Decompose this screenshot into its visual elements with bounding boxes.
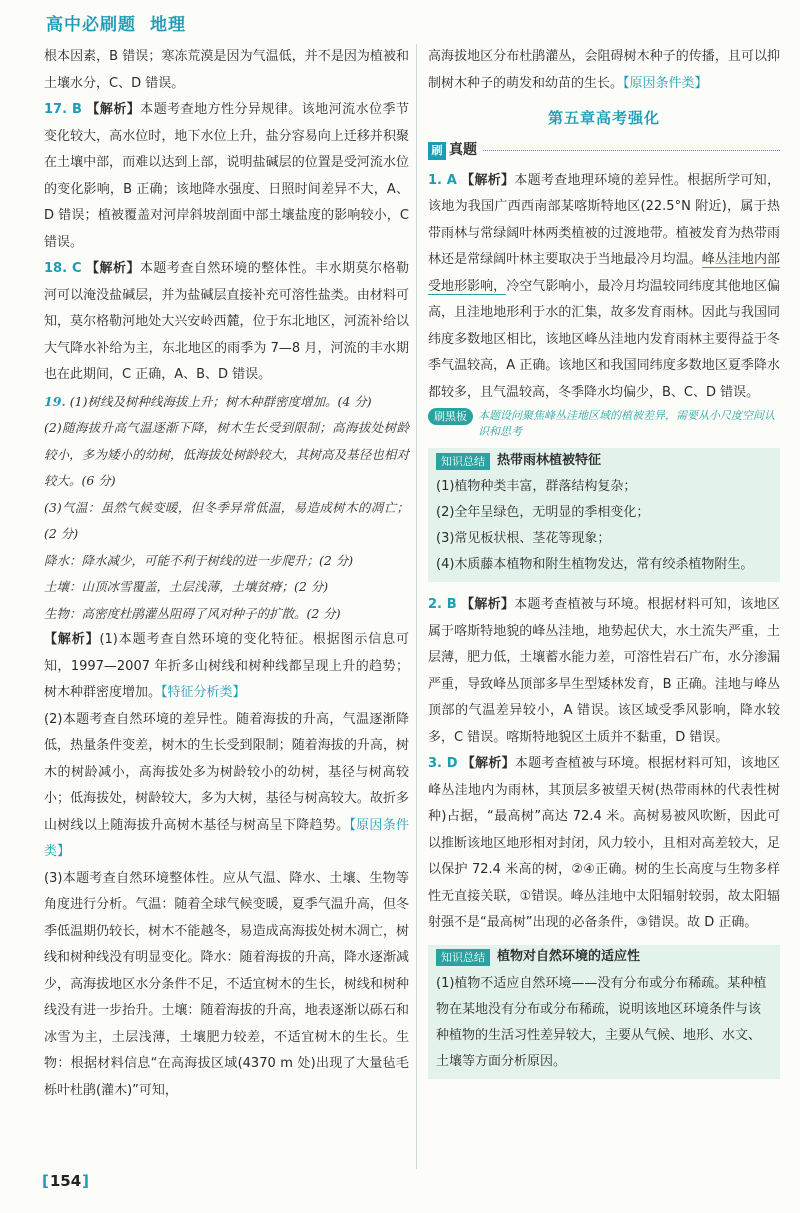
q3-number: 3. D — [428, 756, 458, 771]
q18-text: 本题考查自然环境的整体性。丰水期莫尔格勒河可以淹没盐碱层，并为盐碱层直接补充可溶性盐类。由材料可知，莫尔格勒河地处大兴安岭西麓，位于东北地区，河流补给以大气降水补给为主，东北地区的雨季为 7—8 月，河流的丰水期也在此期间，C 正确，A、B、D 错误。 — [44, 261, 409, 382]
question-17 — [44, 97, 409, 256]
page-header — [0, 0, 800, 44]
q19-answer-2: (2)随海拔升高气温逐渐下降，树木生长受到限制；高海拔处树龄较小，多为矮小的幼树，低海拔处树龄较大，其树高及基径也相对较大。(6 分) — [44, 420, 409, 488]
q1-text-2: 冷空气影响小，最冷月均温较同纬度其他地区偏高，且洼地地形利于水的汇集，故多发育雨林。因此与我国同纬度多数地区相比，该地区峰丛洼地内发育雨林主要得益于冬季气温较高，A 正确。该地区和我国同纬度多数地区夏季降水都较多，且气温较高，冬季降水均偏少，B、C、D 错误。 — [428, 278, 780, 400]
q19-jx2-text: (2)本题考查自然环境的差异性。随着海拔的升高，气温逐渐降低，热量条件变差，树木的生长受到限制；随着海拔的升高，树木的树龄减小，高海拔处多为树龄较小的幼树，基径与树高较小；低海拔处，树龄较大，多为大树，基径与树高较大。故折多山树线以上随海拔升高树木基径与树高呈下降趋势。 — [44, 711, 409, 833]
kbox1-item: (1)植物种类丰富，群落结构复杂； — [436, 479, 637, 494]
kbox1-item: (3)常见板状根、茎花等现象； — [436, 531, 611, 546]
book-title — [46, 10, 186, 35]
chapter-title: 第五章高考强化 — [547, 109, 660, 127]
q19-tag-2: 【原因条件类】 — [44, 817, 409, 859]
q19-answer-3: (3)气温：虽然气候变暖，但冬季异常低温，易造成树木的凋亡；(2 分) — [44, 499, 409, 541]
q3-label: 【解析】 — [461, 756, 515, 771]
section-header-zhenti — [428, 138, 780, 164]
q19-analysis-label: 【解析】 — [44, 632, 100, 647]
left-column — [44, 44, 409, 1104]
kbox1-badge: 知识总结 — [436, 453, 490, 470]
q2-number: 2. B — [428, 597, 457, 612]
q3-text: 本题考查植被与环境。根据材料可知，该地区峰丛洼地内为雨林，其顶层多被望天树(热带雨林的代表性树种)占据，“最高树”高达 72.4 米。高树易被风吹断，因此可以推断该地区地形相对封闭，风力较小，且相对高差较大，足以保护 72.4 米高的树，②④正确。树的生长高度与生物多样性无直接关联，①错误。峰丛洼地中太阳辐射较弱，故太阳辐射强不是“最高树”出现的必备条件，③错误。故 D 正确。 — [428, 756, 780, 930]
q19-a1-text: (1)树线及树种线海拔上升；树木种群密度增加。(4 分) — [69, 393, 372, 409]
q19-answer-5: 土壤：山顶冰雪覆盖，土层浅薄，土壤贫瘠；(2 分) — [44, 579, 329, 594]
note-text: 本题设问聚焦峰丛洼地区域的植被差异，需要从小尺度空间认识和思考 — [478, 409, 775, 438]
shua-icon: 刷 — [428, 142, 446, 160]
q19-jx1-text: (1)本题考查自然环境的变化特征。根据图示信息可知，1997—2007 年折多山树线和树种线都呈现上升的趋势；树木种群密度增加。 — [44, 632, 409, 700]
book-title-text: 高中必刷题 — [46, 15, 136, 35]
right-column — [428, 44, 780, 1089]
q19-answer-4: 降水：降水减少，可能不利于树线的进一步爬升；(2 分) — [44, 552, 354, 568]
q19-answer-6: 生物：高密度杜鹃灌丛阻碍了风对种子的扩散。(2 分) — [44, 605, 341, 621]
q18-number: 18. C — [44, 261, 82, 276]
left-continued-text: 根本因素，B 错误；寒冻荒漠是因为气温低，并不是因为植被和土壤水分，C、D 错误。 — [44, 49, 409, 91]
dotted-divider — [483, 150, 780, 151]
kbox1-head — [436, 448, 772, 474]
kbox1-title: 热带雨林植被特征 — [497, 452, 602, 468]
q19-analysis-2 — [44, 707, 409, 866]
q17-label: 【解析】 — [85, 102, 141, 117]
right-p0-tag: 【原因条件类】 — [623, 75, 708, 91]
kbox2-text: (1)植物不适应自然环境——没有分布或分布稀疏。某种植物在某地没有分布或分布稀疏，说明该地区环境条件与该种植物的生活习性差异较大，主要从气候、地形、水文、土壤等方面分析原因。 — [436, 975, 767, 1069]
right-continued-text — [428, 44, 780, 97]
q19-analysis-3: (3)本题考查自然环境整体性。应从气温、降水、土壤、生物等角度进行分析。气温：随着全球气候变暖，夏季气温升高，但冬季低温期仍较长，树木不能越冬，易造成高海拔处树木凋亡，树线和树种线没有明显变化。降水：随着海拔的升高，降水逐渐减少，高海拔地区水分条件不足，不适宜树木的生长，树线和树种线没有进一步抬升。土壤：随着海拔的升高，地表逐渐以砾石和冰雪为主，土层浅薄，土壤肥力较差，不适宜树木的生长。生物：根据材料信息“在高海拔区域(4370 m 处)出现了大量毡毛栎叶杜鹃(灌木)”可知， — [44, 870, 409, 1098]
right-p0-text: 高海拔地区分布杜鹃灌丛，会阻碍树木种子的传播，且可以抑制树木种子的萌发和幼苗的生长。 — [428, 49, 780, 91]
knowledge-box-adaptation — [428, 945, 780, 1079]
column-divider — [416, 44, 417, 1169]
kbox1-item: (2)全年呈绿色，无明显的季相变化； — [436, 505, 650, 520]
q19-tag-1: 【特征分析类】 — [161, 685, 246, 700]
q18-label: 【解析】 — [85, 261, 140, 276]
q19-answer-1 — [44, 389, 409, 416]
q2-text: 本题考查植被与环境。根据材料可知，该地区属于喀斯特地貌的峰丛洼地，地势起伏大，水土流失严重，土层薄，肥力低，土壤蓄水能力差，可溶性岩石广布，水分渗漏严重，导致峰丛顶部多旱生型矮林发育，B 正确。洼地与峰丛顶部的气温差异较小，A 错误。该区域受季风影响，降水较多，C 错误。喀斯特地貌区土质并不黏重，D 错误。 — [428, 597, 780, 745]
q17-number: 17. B — [44, 102, 82, 117]
knowledge-box-rainforest — [428, 448, 780, 582]
q1-number: 1. A — [428, 172, 457, 188]
subject-label: 地理 — [150, 15, 186, 35]
question-2 — [428, 592, 780, 751]
question-1 — [428, 168, 780, 441]
q1-underlined: 峰丛洼地内部受地形影响， — [428, 252, 780, 294]
section-title: 真题 — [449, 142, 477, 159]
q1-label: 【解析】 — [460, 172, 515, 188]
q1-text-1: 本题考查地理环境的差异性。根据所学可知，该地为我国广西西南部某喀斯特地区(22.5°N 附近)，属于热带雨林与常绿阔叶林两类植被的过渡地带。植被发育为热带雨林还是常绿阔叶林主要取决于当地最冷月均温。 — [428, 172, 780, 267]
kbox2-head — [436, 945, 772, 971]
kbox1-item: (4)木质藤本植物和附生植物发达，常有绞杀植物附生。 — [436, 557, 754, 572]
q17-text: 本题考查地方性分异规律。该地河流水位季节变化较大，高水位时，地下水位上升，盐分容易向上迁移并积聚在土壤中部，而难以达到上部，说明盐碱层的位置是受河流水位的变化影响，B 正确；该地降水强度、日照时间差异不大，A、D 错误；植被覆盖对河岸斜坡剖面中部土壤盐度的影响较小，C 错误。 — [44, 102, 409, 250]
blackboard-note — [428, 408, 780, 440]
q19-analysis-1 — [44, 627, 409, 707]
q19-number: 19. — [44, 393, 66, 409]
question-3 — [428, 751, 780, 937]
note-badge: 刷黑板 — [428, 408, 473, 425]
q1-body-1 — [428, 168, 780, 407]
question-19 — [44, 389, 409, 1105]
question-18 — [44, 256, 409, 389]
page-number: [ 154 ] — [42, 1172, 89, 1190]
q2-label: 【解析】 — [460, 597, 515, 612]
kbox2-badge: 知识总结 — [436, 949, 490, 966]
kbox2-title: 植物对自然环境的适应性 — [497, 949, 641, 965]
